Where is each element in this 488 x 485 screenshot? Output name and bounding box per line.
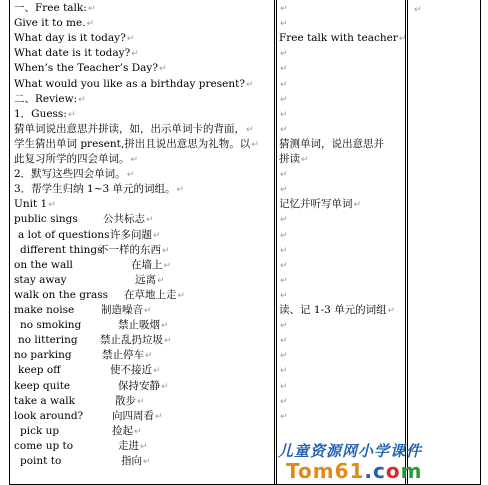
phrase-chinese-text: 向四周看 [112, 409, 154, 422]
paragraph-mark-icon: ↵ [280, 260, 288, 271]
paragraph-mark-icon: ↵ [145, 351, 153, 362]
empty-line [279, 92, 288, 107]
phrase-chinese-text: 走进 [118, 439, 139, 452]
phrase-chinese-text: 制造噪音 [101, 304, 143, 316]
paragraph-mark-icon: ↵ [280, 124, 288, 135]
paragraph-mark-icon: ↵ [146, 215, 154, 226]
empty-line [279, 77, 288, 92]
empty-line [279, 273, 288, 288]
procedure-line [14, 107, 75, 122]
empty-line [279, 61, 288, 76]
phrase-chinese [112, 409, 163, 424]
paragraph-mark-icon: ↵ [280, 366, 288, 377]
paragraph-mark-icon: ↵ [398, 34, 407, 45]
empty-line [279, 212, 288, 227]
phrase-chinese [118, 318, 169, 333]
procedure-line [14, 46, 139, 61]
paragraph-mark-icon: ↵ [157, 275, 165, 286]
paragraph-mark-icon: ↵ [155, 411, 163, 422]
paragraph-mark-icon: ↵ [130, 155, 139, 165]
paragraph-mark-icon: ↵ [280, 381, 288, 392]
procedure-text: 猜单词说出意思并拼读，如，出示单词卡的背面， [14, 122, 245, 135]
empty-line [279, 288, 288, 303]
paragraph-mark-icon: ↵ [126, 34, 135, 45]
procedure-text: Give it to me. [14, 17, 86, 30]
phrase-english: keep off [18, 364, 61, 377]
phrase-chinese-text: 许多问题 [110, 228, 152, 241]
empty-line [279, 122, 288, 137]
activity-text: 拼读 [279, 153, 300, 165]
paragraph-mark-icon: ↵ [86, 19, 95, 30]
paragraph-mark-icon: ↵ [153, 230, 161, 241]
column-divider-2b [407, 0, 408, 485]
paragraph-mark-icon: ↵ [177, 290, 186, 301]
phrase-english: pick up [20, 424, 60, 437]
phrase-english: on the wall [14, 258, 73, 271]
procedure-line [14, 137, 259, 152]
activity-line [279, 152, 309, 167]
paragraph-mark-icon: ↵ [280, 185, 288, 196]
paragraph-mark-icon: ↵ [161, 321, 169, 332]
procedure-line [14, 61, 167, 76]
phrase-chinese-text: 在草地上走 [124, 288, 177, 301]
phrase-chinese [100, 333, 172, 348]
procedure-text: When’s the Teacher’s Day? [14, 62, 158, 75]
column3-marker: ↵ [414, 5, 422, 15]
procedure-line [14, 152, 138, 167]
paragraph-mark-icon: ↵ [280, 230, 288, 241]
paragraph-mark-icon: ↵ [131, 49, 139, 60]
paragraph-mark-icon: ↵ [87, 4, 96, 14]
phrase-english: look around? [14, 409, 84, 422]
paragraph-mark-icon: ↵ [163, 260, 172, 271]
paragraph-mark-icon: ↵ [280, 19, 288, 30]
phrase-chinese [135, 273, 165, 288]
paragraph-mark-icon: ↵ [280, 170, 288, 181]
paragraph-mark-icon: ↵ [280, 275, 288, 286]
procedure-line [14, 1, 95, 16]
procedure-line [14, 167, 134, 182]
empty-line [279, 182, 288, 197]
paragraph-mark-icon: ↵ [134, 426, 142, 437]
paragraph-mark-icon: ↵ [143, 457, 151, 467]
procedure-text: What would you like as a birthday present? [14, 77, 245, 90]
procedure-text: 1．Guess: [14, 107, 67, 120]
paragraph-mark-icon: ↵ [67, 109, 76, 120]
paragraph-mark-icon: ↵ [161, 381, 169, 392]
procedure-text: 2．默写这些四会单词。 [14, 168, 126, 181]
phrase-english: public sings [14, 213, 78, 226]
empty-line [279, 348, 288, 363]
paragraph-mark-icon: ↵ [280, 49, 288, 60]
empty-line [279, 1, 288, 16]
phrase-chinese [131, 258, 171, 273]
phrase-english: a lot of questions [18, 228, 110, 241]
activity-line [279, 31, 406, 46]
paragraph-mark-icon: ↵ [301, 155, 309, 165]
paragraph-mark-icon: ↵ [280, 79, 288, 90]
activity-text: 猜测单词，说出意思并 [279, 137, 384, 150]
paragraph-mark-icon: ↵ [280, 351, 288, 362]
phrase-chinese-text: 散步 [115, 394, 136, 407]
paragraph-mark-icon: ↵ [280, 336, 288, 347]
empty-line [279, 394, 288, 409]
empty-line [279, 379, 288, 394]
paragraph-mark-icon: ↵ [176, 185, 185, 196]
phrase-chinese-text: 禁止乱扔垃圾 [100, 334, 163, 347]
paragraph-mark-icon: ↵ [280, 4, 288, 14]
phrase-chinese [124, 288, 185, 303]
phrase-chinese [121, 454, 151, 469]
paragraph-mark-icon: ↵ [140, 441, 148, 452]
phrase-english: no littering [18, 334, 78, 347]
phrase-chinese-text: 不一样的东西 [98, 243, 161, 256]
column-divider-1b [276, 0, 277, 485]
paragraph-mark-icon: ↵ [280, 215, 288, 226]
phrase-chinese [103, 212, 154, 227]
procedure-text: 3．帮学生归纳 1~3 单元的词组。 [14, 183, 176, 196]
procedure-line [14, 31, 134, 46]
procedure-line [14, 92, 86, 107]
phrase-english: take a walk [14, 394, 75, 407]
phrase-chinese [115, 394, 145, 409]
empty-line [279, 258, 288, 273]
watermark-logo-part2: .c [364, 459, 386, 483]
phrase-english: no parking [14, 349, 72, 362]
phrase-english: stay away [14, 273, 67, 286]
paragraph-mark-icon: ↵ [251, 139, 259, 150]
empty-line [279, 363, 288, 378]
empty-line [279, 318, 288, 333]
phrase-chinese [118, 379, 169, 394]
phrase-chinese-text: 保持安静 [118, 379, 160, 392]
watermark-logo-part4: m [400, 459, 423, 483]
phrase-chinese-text: 禁止吸烟 [118, 319, 160, 332]
phrase-english: no smoking [20, 319, 82, 332]
activity-line [279, 137, 384, 152]
procedure-text: What day is it today? [14, 32, 126, 45]
paragraph-mark-icon: ↵ [280, 245, 288, 256]
activity-text: 读、记 1-3 单元的词组 [279, 304, 387, 316]
empty-line [279, 46, 288, 61]
phrase-chinese [110, 363, 161, 378]
phrase-chinese-text: 公共标志 [103, 213, 145, 226]
procedure-line [14, 122, 254, 137]
paragraph-mark-icon: ↵ [153, 366, 161, 377]
phrase-chinese-text: 在墙上 [131, 258, 163, 271]
procedure-text: 此复习所学的四会单词。 [14, 153, 130, 165]
watermark-logo [286, 459, 422, 483]
empty-line [279, 243, 288, 258]
paragraph-mark-icon: ↵ [280, 396, 288, 407]
watermark-site-name: 儿童资源网小学课件 [278, 442, 423, 460]
phrase-chinese [98, 243, 170, 258]
procedure-line [14, 197, 56, 212]
procedure-line [14, 182, 184, 197]
column-divider-2 [405, 0, 406, 485]
paragraph-mark-icon: ↵ [126, 170, 135, 181]
paragraph-mark-icon: ↵ [280, 411, 288, 422]
activity-line [279, 197, 361, 212]
phrase-english: walk on the grass [14, 288, 109, 301]
phrase-chinese-text: 指向 [121, 455, 142, 467]
activity-text: Free talk with teacher [279, 32, 398, 45]
paragraph-mark-icon: ↵ [78, 94, 86, 105]
procedure-text: 二、Review: [14, 92, 78, 105]
phrase-english: keep quite [14, 379, 71, 392]
phrase-chinese-text: 捡起 [112, 424, 133, 437]
empty-line [279, 167, 288, 182]
activity-line [279, 303, 395, 318]
paragraph-mark-icon: ↵ [280, 64, 288, 75]
watermark-logo-part3: o [385, 459, 401, 483]
procedure-line [14, 16, 94, 31]
phrase-chinese [101, 303, 152, 318]
empty-line [279, 228, 288, 243]
phrase-chinese [110, 228, 161, 243]
empty-line [279, 107, 288, 122]
watermark-logo-part1: Tom61 [286, 459, 365, 483]
paragraph-mark-icon: ↵ [137, 396, 145, 407]
empty-line [279, 16, 288, 31]
phrase-chinese [102, 348, 153, 363]
procedure-text: 一、Free talk: [14, 2, 87, 14]
procedure-line [14, 77, 253, 92]
procedure-text: What date is it today? [14, 47, 131, 60]
procedure-text: Unit 1 [14, 198, 48, 211]
paragraph-mark-icon: ↵ [280, 290, 288, 301]
paragraph-mark-icon: ↵ [246, 124, 254, 135]
procedure-text: 学生猜出单词 present,拼出且说出意思为礼物。以 [14, 137, 251, 150]
paragraph-mark-icon: ↵ [353, 200, 362, 211]
phrase-chinese-text: 远离 [135, 273, 156, 286]
paragraph-mark-icon: ↵ [387, 306, 396, 316]
phrase-english: point to [20, 455, 62, 467]
phrase-chinese-text: 禁止停车 [102, 349, 144, 362]
paragraph-mark-icon: ↵ [280, 321, 288, 332]
column-divider-1 [274, 0, 275, 485]
paragraph-mark-icon: ↵ [158, 64, 167, 75]
paragraph-mark-icon: ↵ [48, 200, 56, 211]
phrase-english: different things [20, 243, 103, 256]
phrase-english: make noise [14, 304, 75, 316]
phrase-english: come up to [14, 439, 74, 452]
paragraph-mark-icon: ↵ [162, 245, 170, 256]
phrase-chinese [112, 424, 142, 439]
activity-text: 记忆并听写单词 [279, 198, 353, 211]
paragraph-mark-icon: ↵ [245, 79, 254, 90]
paragraph-mark-icon: ↵ [144, 306, 152, 316]
empty-line [279, 333, 288, 348]
paragraph-mark-icon: ↵ [280, 109, 288, 120]
empty-line [279, 409, 288, 424]
paragraph-mark-icon: ↵ [164, 336, 172, 347]
paragraph-mark-icon: ↵ [280, 94, 288, 105]
phrase-chinese-text: 使不接近 [110, 364, 152, 377]
phrase-chinese [118, 439, 148, 454]
